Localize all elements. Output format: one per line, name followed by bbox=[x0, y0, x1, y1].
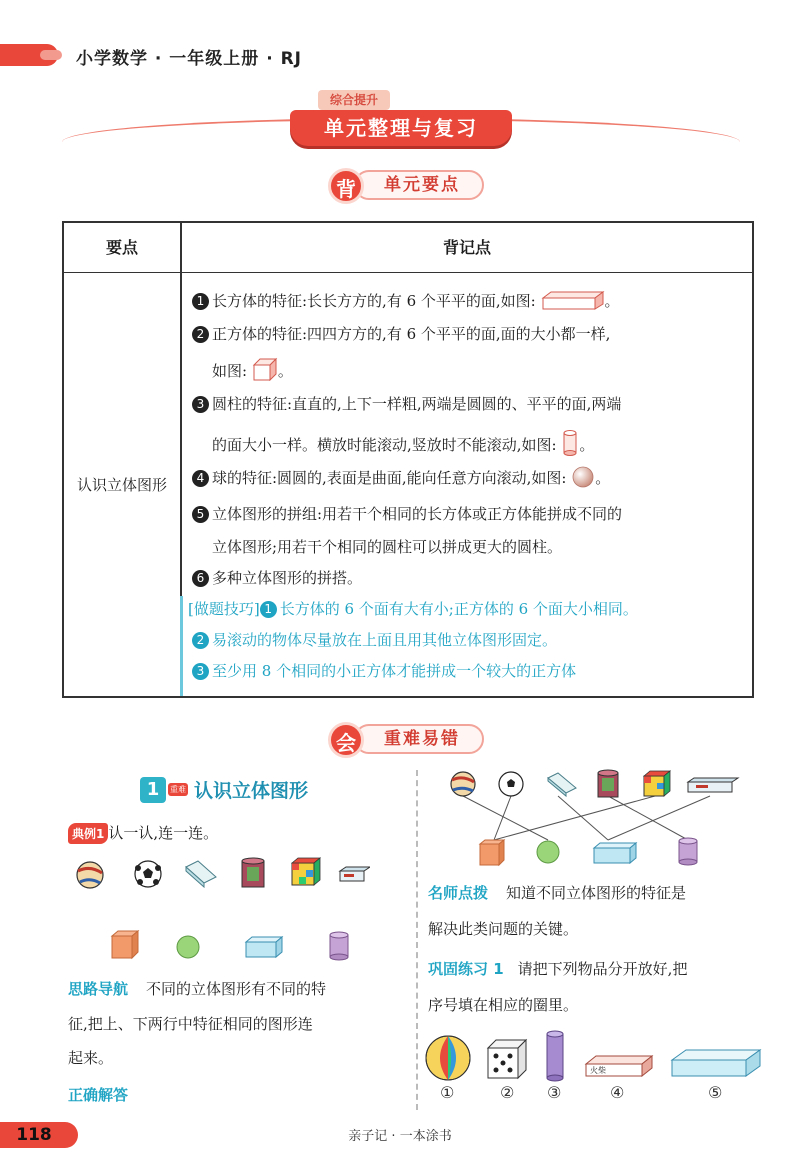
sphere-icon bbox=[537, 841, 559, 863]
tissue-box-icon bbox=[548, 773, 576, 796]
item-label-2: ② bbox=[500, 1083, 515, 1102]
item-tail: 。 bbox=[595, 469, 611, 487]
tip-item bbox=[188, 598, 638, 619]
item-number: 6 bbox=[192, 570, 209, 587]
item-text: 长方体的特征:长长方方的,有 6 个平平的面,如图: bbox=[212, 292, 536, 310]
practice-label: 巩固练习 1 bbox=[428, 960, 504, 978]
book-title: 小学数学 · 一年级上册 · RJ bbox=[76, 49, 303, 69]
list-item-cont bbox=[212, 429, 594, 457]
idea-label: 思路导航 bbox=[68, 980, 129, 998]
cuboid-icon bbox=[541, 290, 605, 310]
cylinder-stick-icon bbox=[547, 1031, 563, 1081]
matchbox-label: 火柴 bbox=[590, 1066, 606, 1075]
soccer-ball-icon bbox=[499, 772, 523, 796]
idea-line bbox=[68, 978, 326, 999]
example-top-objects bbox=[70, 855, 370, 895]
banner-tag: 综合提升 bbox=[318, 90, 390, 110]
example-prompt bbox=[68, 822, 218, 844]
item-number: 1 bbox=[192, 293, 209, 310]
page-number: 118 bbox=[16, 1125, 52, 1145]
answer-label: 正确解答 bbox=[68, 1086, 129, 1104]
long-box-icon bbox=[672, 1050, 760, 1076]
item-label-3: ③ bbox=[547, 1083, 562, 1102]
tip-item bbox=[192, 629, 557, 650]
tips-side-bar bbox=[180, 596, 183, 696]
tip-text: 至少用 8 个相同的小正方体才能拼成一个较大的正方体 bbox=[212, 662, 577, 680]
beach-ball-icon bbox=[426, 1036, 470, 1080]
idea-text: 征,把上、下两行中特征相同的图形连 bbox=[68, 1015, 313, 1033]
table-header-memorize: 背记点 bbox=[442, 238, 491, 257]
section-icon: 会 bbox=[328, 722, 364, 758]
cube-icon bbox=[252, 357, 278, 381]
example-tag: 典例1 bbox=[68, 823, 108, 844]
soccer-ball-icon bbox=[135, 861, 161, 887]
rubiks-cube-icon bbox=[292, 858, 320, 885]
section-icon: 背 bbox=[328, 168, 364, 204]
teacher-text: 解决此类问题的关键。 bbox=[428, 920, 579, 938]
item-label-1: ① bbox=[440, 1083, 455, 1102]
tip-number: 3 bbox=[192, 663, 209, 680]
example-text: 认一认,连一连。 bbox=[108, 824, 219, 842]
list-item-cont bbox=[212, 357, 293, 381]
volleyball-icon bbox=[451, 772, 475, 796]
answer-diagram bbox=[438, 768, 748, 868]
item-number: 4 bbox=[192, 470, 209, 487]
knowledge-number: 1 bbox=[140, 777, 166, 803]
knowledge-badge: 重难 bbox=[170, 785, 186, 794]
sphere-icon bbox=[177, 936, 199, 958]
item-tail: 。 bbox=[277, 362, 293, 380]
idea-text: 起来。 bbox=[68, 1049, 114, 1067]
item-number: 2 bbox=[192, 326, 209, 343]
rubiks-cube-icon bbox=[644, 771, 670, 796]
table-topic: 认识立体图形 bbox=[76, 476, 167, 494]
tip-number: 2 bbox=[192, 632, 209, 649]
pencil-case-icon bbox=[340, 867, 370, 881]
table-topic-cell bbox=[64, 273, 180, 696]
section-label: 单元要点 bbox=[354, 170, 484, 200]
header-accent-dash bbox=[40, 50, 62, 60]
tips-label: [做题技巧] bbox=[188, 600, 260, 618]
item-number: 3 bbox=[192, 396, 209, 413]
item-text: 的面大小一样。横放时能滚动,竖放时不能滚动,如图: bbox=[212, 436, 557, 454]
tip-text: 长方体的 6 个面有大有小;正方体的 6 个面大小相同。 bbox=[279, 600, 638, 618]
knowledge-title bbox=[140, 776, 308, 803]
cuboid-icon bbox=[594, 843, 636, 863]
practice-objects bbox=[424, 1030, 764, 1102]
tip-text: 易滚动的物体尽量放在上面且用其他立体图形固定。 bbox=[212, 631, 558, 649]
teacher-text: 知道不同立体图形的特征是 bbox=[506, 884, 687, 902]
item-text: 正方体的特征:四四方方的,有 6 个平平的面,面的大小都一样, bbox=[212, 325, 611, 343]
section-label: 重难易错 bbox=[354, 724, 484, 754]
teacher-label: 名师点拨 bbox=[428, 884, 489, 902]
tip-number: 1 bbox=[260, 601, 277, 618]
matchbox-icon bbox=[586, 1056, 652, 1076]
cube-icon bbox=[112, 931, 138, 958]
item-text: 球的特征:圆圆的,表面是曲面,能向任意方向滚动,如图: bbox=[212, 469, 567, 487]
cylinder-icon bbox=[330, 932, 348, 960]
item-label-4: ④ bbox=[610, 1083, 625, 1102]
connection-lines bbox=[463, 796, 710, 840]
table-header-point: 要点 bbox=[105, 238, 138, 257]
idea-text: 不同的立体图形有不同的特 bbox=[146, 980, 327, 998]
tissue-box-icon bbox=[186, 861, 216, 887]
teacher-line bbox=[428, 882, 686, 903]
pencil-case-icon bbox=[688, 778, 738, 792]
volleyball-icon bbox=[77, 862, 103, 888]
item-text: 圆柱的特征:直直的,上下一样粗,两端是圆圆的、平平的面,两端 bbox=[212, 395, 622, 413]
tea-can-icon bbox=[598, 770, 618, 797]
practice-line bbox=[428, 958, 687, 979]
list-item bbox=[192, 503, 622, 524]
practice-text: 序号填在相应的圈里。 bbox=[428, 996, 579, 1014]
tea-can-icon bbox=[242, 858, 264, 887]
list-item bbox=[192, 323, 610, 344]
cylinder-icon bbox=[561, 429, 579, 457]
item-text: 多种立体图形的拼搭。 bbox=[212, 569, 363, 587]
item-text: 立体图形的拼组:用若干个相同的长方体或正方体能拼成不同的 bbox=[212, 505, 623, 523]
list-item bbox=[192, 393, 621, 414]
item-tail: 。 bbox=[604, 292, 620, 310]
list-item bbox=[192, 290, 620, 311]
practice-item-labels bbox=[440, 1083, 722, 1102]
banner-title: 单元整理与复习 bbox=[290, 110, 512, 146]
item-label-5: ⑤ bbox=[708, 1083, 723, 1102]
item-tail: 。 bbox=[579, 436, 595, 454]
item-number: 5 bbox=[192, 506, 209, 523]
list-item bbox=[192, 567, 362, 588]
list-item-cont bbox=[212, 536, 562, 557]
column-divider bbox=[416, 770, 418, 1110]
example-bottom-shapes bbox=[100, 930, 360, 964]
sphere-icon bbox=[571, 466, 595, 488]
practice-text: 请把下列物品分开放好,把 bbox=[517, 960, 688, 978]
item-text: 如图: bbox=[212, 362, 248, 380]
footer-brand: 亲子记 · 一本涂书 bbox=[348, 1129, 452, 1144]
cylinder-icon bbox=[679, 838, 697, 865]
cube-icon bbox=[480, 840, 504, 865]
cuboid-icon bbox=[246, 937, 282, 957]
dice-icon bbox=[488, 1040, 526, 1078]
list-item bbox=[192, 466, 610, 488]
tip-item bbox=[192, 660, 576, 681]
knowledge-heading: 认识立体图形 bbox=[194, 780, 309, 802]
item-text: 立体图形;用若干个相同的圆柱可以拼成更大的圆柱。 bbox=[212, 538, 563, 556]
